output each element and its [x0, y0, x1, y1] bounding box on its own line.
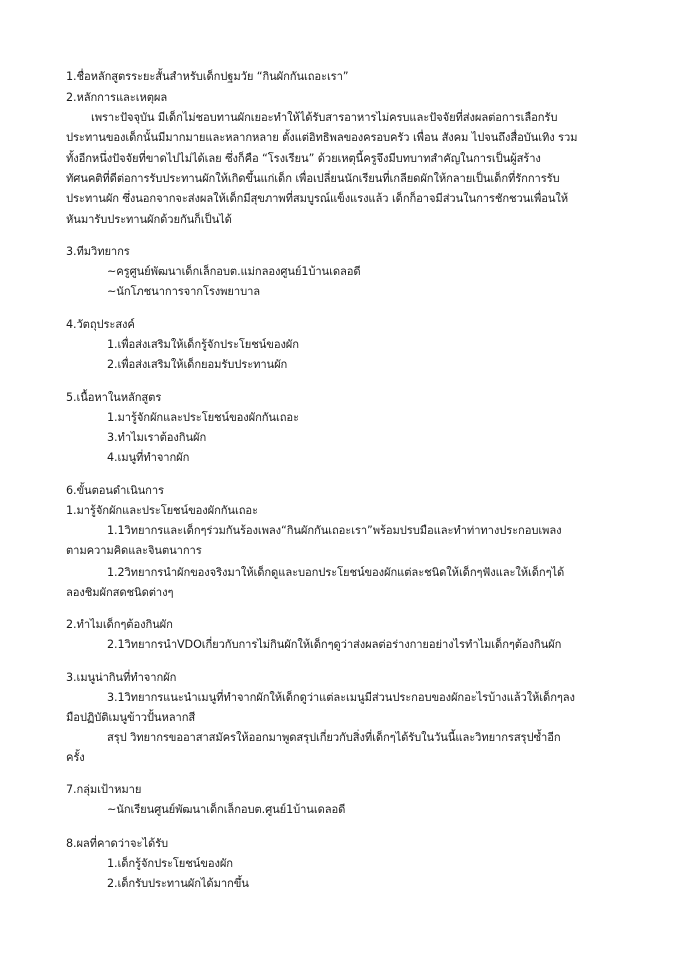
section-1-title: 1.ชื่อหลักสูตรระยะสั้นสำหรับเด็กปฐมวัย “กินผักกันเถอะเรา” — [66, 70, 349, 83]
section-6-step: 1.2วิทยากรนำผักของจริงมาให้เด็กดูและบอกประโยชน์ของผักแต่ละชนิดให้เด็กๆฟังและให้เด็กๆได้ — [107, 566, 565, 579]
section-4-title: 4.วัตถุประสงค์ — [66, 318, 135, 331]
section-6-step: 1.1วิทยากรและเด็กๆร่วมกันร้องเพลง“กินผักกันเถอะเรา”พร้อมปรบมือและทำท่าทางประกอบเพลง — [107, 524, 562, 537]
section-8-item: 1.เด็กรู้จักประโยชน์ของผัก — [107, 857, 233, 870]
section-2-paragraph-line: เพราะปัจจุบัน มีเด็กไม่ชอบทานผักเยอะทำให้ได้รับสารอาหารไม่ครบและปัจจัยที่ส่งผลต่อการเลือกรับ — [91, 111, 558, 124]
section-4-item: 2.เพื่อส่งเสริมให้เด็กยอมรับประทานผัก — [107, 358, 288, 371]
section-2-paragraph-line: ประทานผัก ซึ่งนอกจากจะส่งผลให้เด็กมีสุขภาพที่สมบูรณ์แข็งแรงแล้ว เด็กก็อาจมีส่วนในการชักชวนเพื่อนให้ — [66, 192, 569, 205]
section-5-title: 5.เนื้อหาในหลักสูตร — [66, 391, 162, 404]
section-2-paragraph-line: ประทานของเด็กนั้นมีมากมายและหลากหลาย ตั้งแต่อิทธิพลของครอบครัว เพื่อน สังคม ไปจนถึงสื่อบันเทิง รวม — [66, 131, 578, 144]
section-2-paragraph-line: ทั้งอีกหนึ่งปัจจัยที่ขาดไปไม่ได้เลย ซึ่งก็คือ “โรงเรียน” ด้วยเหตุนี้ครูจึงมีบทบาทสำคัญในการเป็นผู้สร้าง — [66, 152, 541, 165]
section-3-item: ~ครูศูนย์พัฒนาเด็กเล็กอบต.แม่กลองศูนย์1บ้านเดลอดี — [107, 265, 361, 278]
section-6-summary: สรุป วิทยากรขออาสาสมัครให้ออกมาพูดสรุปเกี่ยวกับสิ่งที่เด็กๆได้รับในวันนี้และวิทยากรสรุปซ้ำอีก — [107, 731, 561, 744]
section-6-subtitle: 3.เมนูน่ากินที่ทำจากผัก — [66, 671, 177, 684]
section-3-item: ~นักโภชนาการจากโรงพยาบาล — [107, 285, 261, 298]
section-7-item: ~นักเรียนศูนย์พัฒนาเด็กเล็กอบต.ศูนย์1บ้านเดลอดี — [107, 803, 346, 816]
section-5-item: 3.ทำไมเราต้องกินผัก — [107, 431, 207, 444]
section-6-subtitle: 2.ทำไมเด็กๆต้องกินผัก — [66, 618, 173, 631]
section-5-item: 1.มารู้จักผักและประโยชน์ของผักกันเถอะ — [107, 411, 299, 424]
section-6-step: 2.1วิทยากรนำVDOเกี่ยวกับการไม่กินผักให้เด็กๆดูว่าส่งผลต่อร่างกายอย่างไรทำไมเด็กๆต้องกินผัก — [107, 638, 562, 651]
section-2-paragraph-line: ทัศนคติที่ดีต่อการรับประทานผักให้เกิดขึ้นแก่เด็ก เพื่อเปลี่ยนนักเรียนที่เกลียดผักให้กลายเป็นเด็กที่รักการรับ — [66, 172, 560, 185]
section-6-step: ลองชิมผักสดชนิดต่างๆ — [66, 586, 174, 599]
section-3-title: 3.ทีมวิทยากร — [66, 245, 130, 258]
section-8-item: 2.เด็กรับประทานผักได้มากขึ้น — [107, 877, 249, 890]
section-6-step: ตามความคิดและจินตนาการ — [66, 544, 202, 557]
section-6-summary: ครั้ง — [66, 751, 85, 764]
section-8-title: 8.ผลที่คาดว่าจะได้รับ — [66, 837, 169, 850]
section-6-step: มือปฏิบัติเมนูข้าวปั้นหลากสี — [66, 711, 196, 724]
section-5-item: 4.เมนูที่ทำจากผัก — [107, 451, 190, 464]
section-7-title: 7.กลุ่มเป้าหมาย — [66, 783, 142, 796]
section-6-step: 3.1วิทยากรแนะนำเมนูที่ทำจากผักให้เด็กดูว่าแต่ละเมนูมีส่วนประกอบของผักอะไรบ้างแล้วให้เด็กๆลง — [107, 691, 575, 704]
section-4-item: 1.เพื่อส่งเสริมให้เด็กรู้จักประโยชน์ของผัก — [107, 338, 299, 351]
section-2-paragraph-line: หันมารับประทานผักด้วยกันก็เป็นได้ — [66, 213, 232, 226]
section-6-subtitle: 1.มารู้จักผักและประโยชน์ของผักกันเถอะ — [66, 504, 258, 517]
section-2-title: 2.หลักการและเหตุผล — [66, 91, 168, 104]
section-6-title: 6.ขั้นตอนดำเนินการ — [66, 484, 164, 497]
